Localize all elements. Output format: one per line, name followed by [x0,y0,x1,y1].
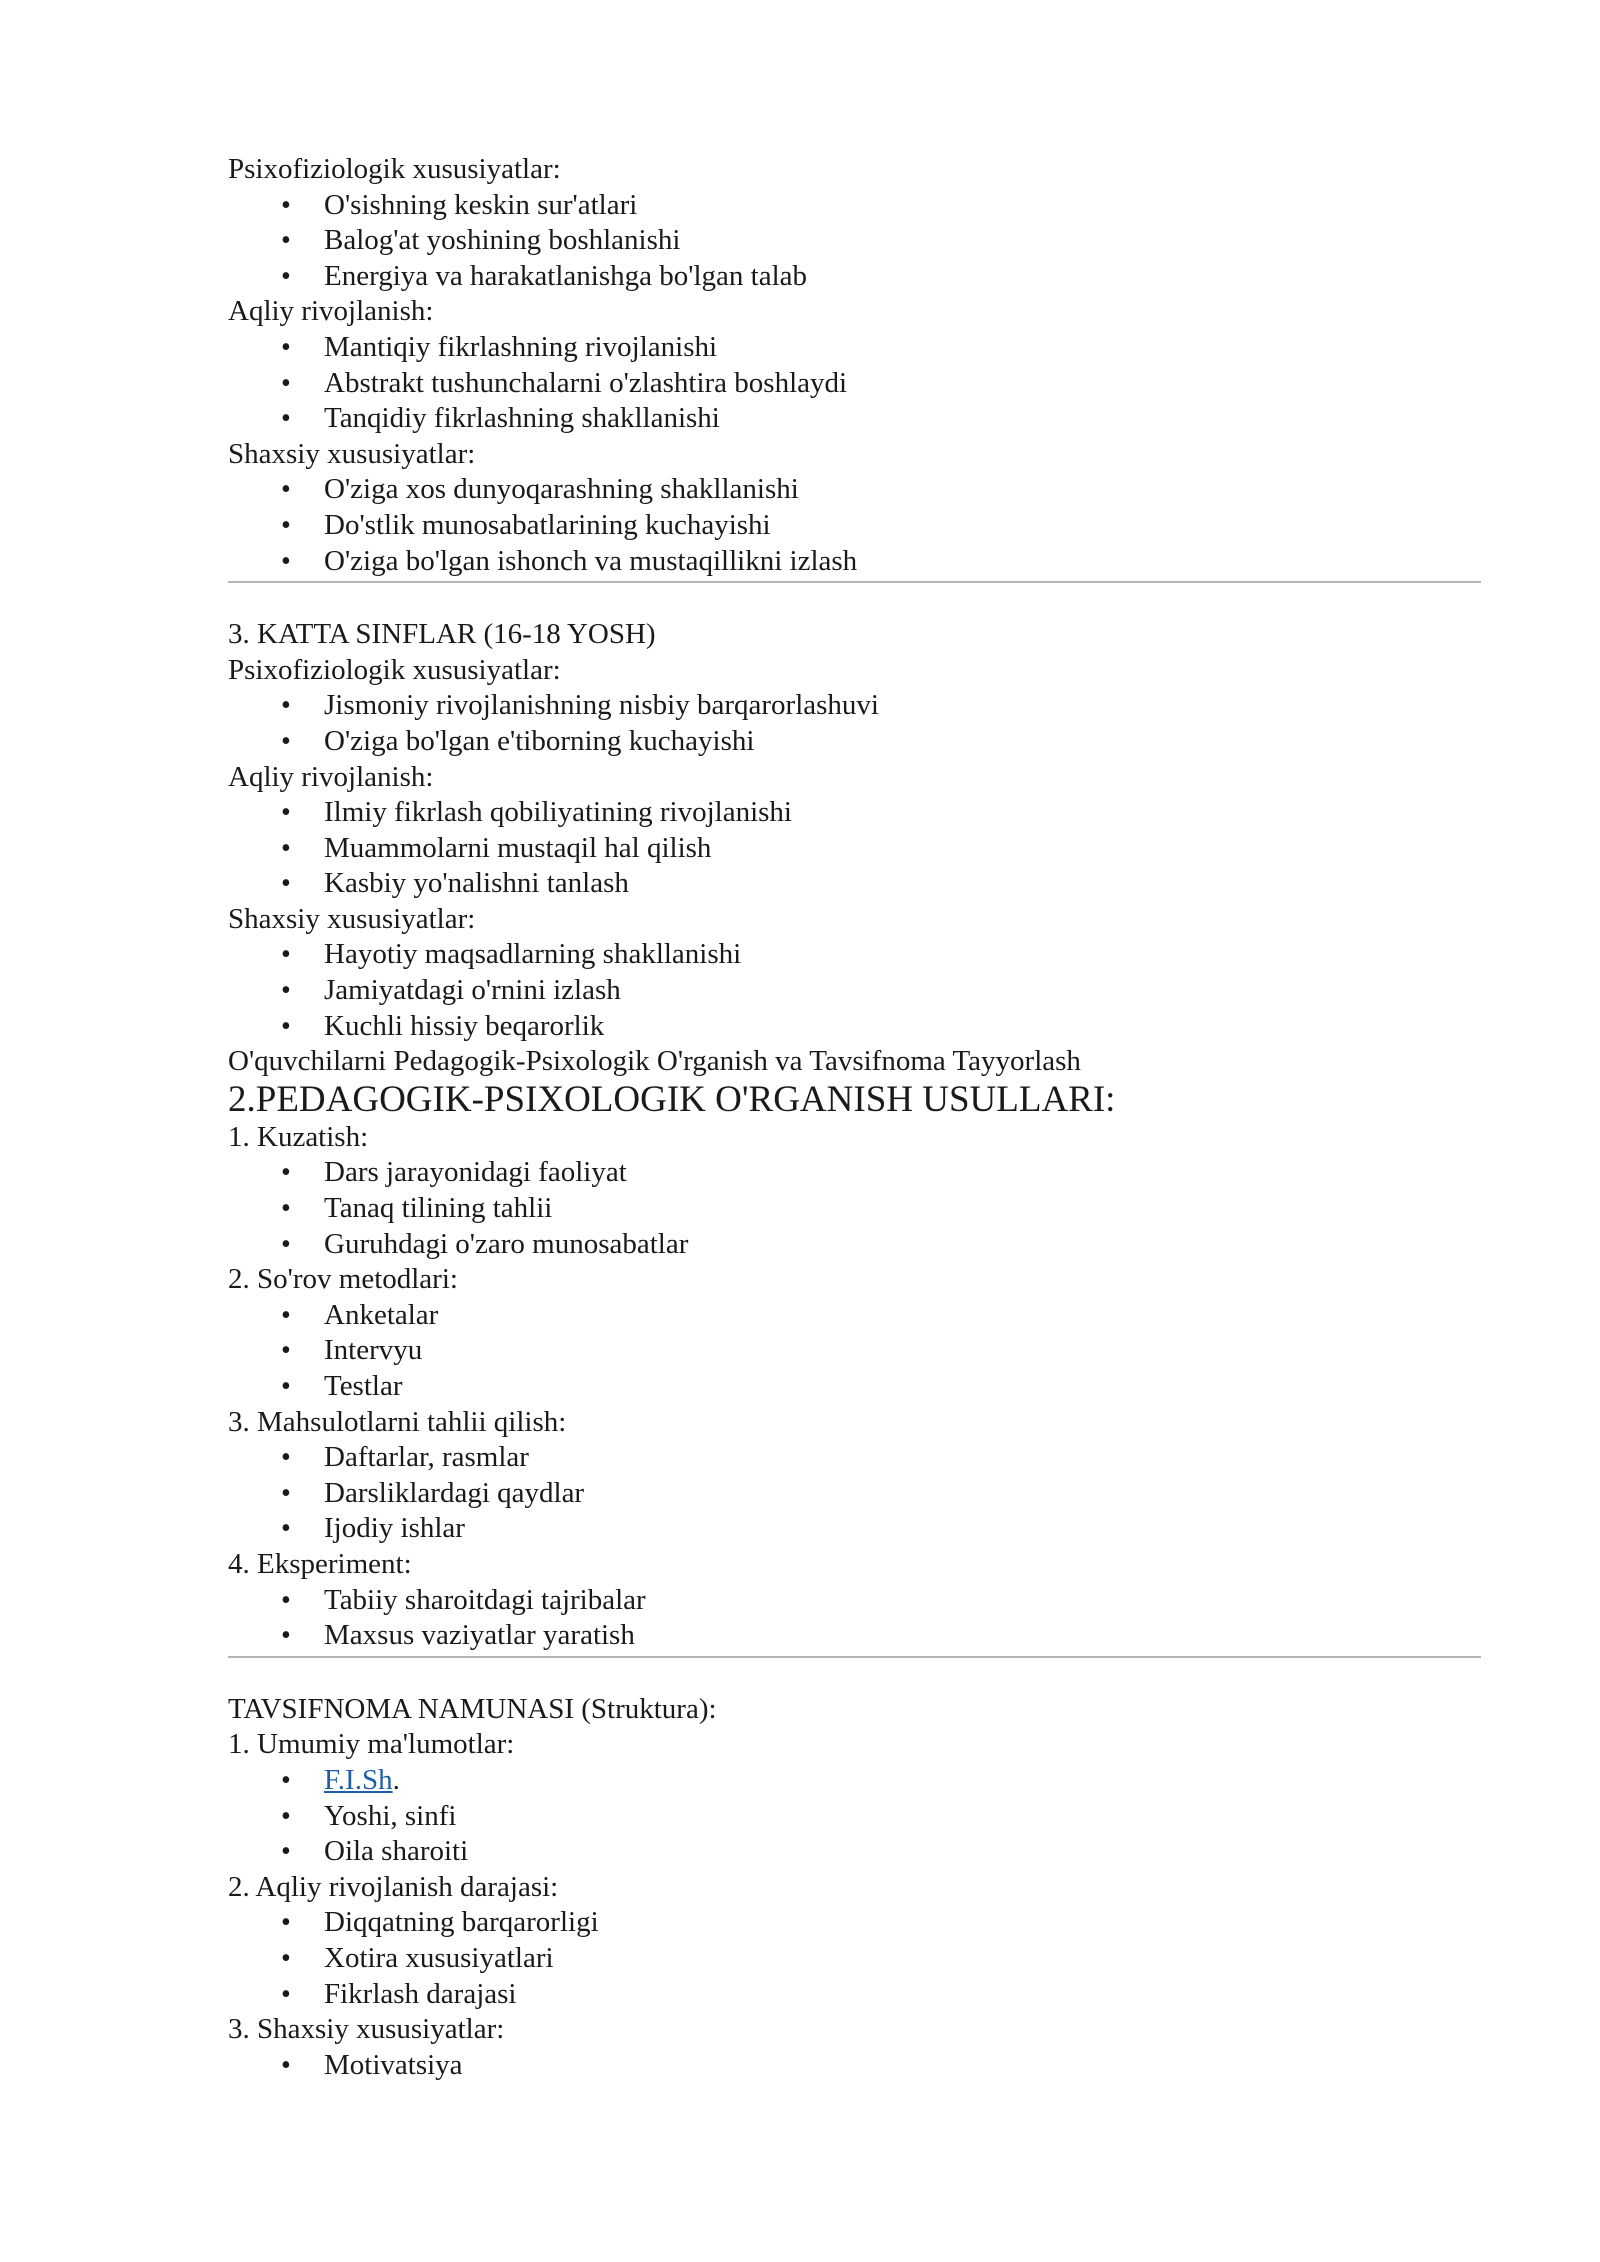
bullet-icon: • [281,690,291,722]
bullet-icon: • [281,725,291,757]
bullet-icon: • [281,1978,291,2010]
list-item: • Testlar [228,1369,1481,1405]
section-label-umumiy: 1. Umumiy ma'lumotlar: [228,1728,515,1761]
list-item: • O'ziga bo'lgan ishonch va mustaqillikni izlash [228,544,1481,580]
spacer [228,1658,1481,1692]
list-item: • Kasbiy yo'nalishni tanlash [228,866,1481,902]
bullet-icon: • [281,1193,291,1225]
bullet-list [228,1905,1481,2012]
list-item: • Anketalar [228,1298,1481,1334]
section-label-aqliy: Aqliy rivojlanish: [228,760,434,793]
list-item: • Muammolarni mustaqil hal qilish [228,831,1481,867]
list-item: • Oila sharoiti [228,1834,1481,1870]
bullet-list [228,688,1481,759]
list-item: • O'sishning keskin sur'atlari [228,188,1481,224]
bullet-icon: • [281,1584,291,1616]
section-label-sorov: 2. So'rov metodlari: [228,1263,458,1296]
section-heading-tavsifnoma: TAVSIFNOMA NAMUNASI (Struktura): [228,1692,717,1725]
section-label-psixofiziologik: Psixofiziologik xususiyatlar: [228,653,561,686]
list-item: • Mantiqiy fikrlashning rivojlanishi [228,330,1481,366]
document-content [228,152,1481,2083]
fish-link[interactable]: F.I.Sh [324,1763,393,1796]
list-item: • Balog'at yoshining boshlanishi [228,223,1481,259]
bullet-icon: • [281,189,291,221]
bullet-icon: • [281,975,291,1007]
bullet-list [228,1155,1481,1262]
list-item: • Jamiyatdagi o'rnini izlash [228,973,1481,1009]
list-item: • Do'stlik munosabatlarining kuchayishi [228,508,1481,544]
section-label-shaxsiy: Shaxsiy xususiyatlar: [228,902,476,935]
section-label-aqliy: 2. Aqliy rivojlanish darajasi: [228,1870,559,1903]
bullet-icon: • [281,1335,291,1367]
bullet-icon: • [281,225,291,257]
section-label-kuzatish: 1. Kuzatish: [228,1120,369,1153]
list-item: • Ijodiy ishlar [228,1511,1481,1547]
list-item: • Jismoniy rivojlanishning nisbiy barqarorlashuvi [228,688,1481,724]
section-label-shaxsiy: 3. Shaxsiy xususiyatlar: [228,2013,505,2046]
bullet-icon: • [281,1800,291,1832]
list-item: • Tanaq tilining tahlii [228,1191,1481,1227]
list-item: • Yoshi, sinfi [228,1799,1481,1835]
bullet-icon: • [281,1836,291,1868]
bullet-icon: • [281,545,291,577]
bullet-icon: • [281,260,291,292]
bullet-list [228,1763,1481,1870]
section-heading-katta-sinflar: 3. KATTA SINFLAR (16-18 YOSH) [228,618,656,651]
spacer [228,583,1481,617]
list-item: • Xotira xususiyatlari [228,1941,1481,1977]
bullet-icon: • [281,1513,291,1545]
list-item: • Abstrakt tushunchalarni o'zlashtira boshlaydi [228,366,1481,402]
bullet-icon: • [281,1620,291,1652]
bullet-icon: • [281,1907,291,1939]
section-label-eksperiment: 4. Eksperiment: [228,1547,412,1580]
list-item: • Motivatsiya [228,2048,1481,2084]
section-heading-usullar: 2.PEDAGOGIK-PSIXOLOGIK O'RGANISH USULLARI: [228,1078,1116,1120]
list-item: • Darsliklardagi qaydlar [228,1476,1481,1512]
bullet-list [228,330,1481,437]
section-label-shaxsiy: Shaxsiy xususiyatlar: [228,437,476,470]
bullet-list [228,1583,1481,1654]
list-item: • Energiya va harakatlanishga bo'lgan talab [228,259,1481,295]
bullet-list [228,937,1481,1044]
list-item: • Fikrlash darajasi [228,1977,1481,2013]
bullet-list [228,1298,1481,1405]
bullet-icon: • [281,868,291,900]
list-item: • Ilmiy fikrlash qobiliyatining rivojlanishi [228,795,1481,831]
section-label-aqliy: Aqliy rivojlanish: [228,295,434,328]
bullet-icon: • [281,832,291,864]
bullet-icon: • [281,1157,291,1189]
bullet-icon: • [281,367,291,399]
list-item: • Guruhdagi o'zaro munosabatlar [228,1227,1481,1263]
list-item: • Intervyu [228,1333,1481,1369]
list-item: • Tanqidiy fikrlashning shakllanishi [228,401,1481,437]
bullet-icon: • [281,1477,291,1509]
list-item: • O'ziga bo'lgan e'tiborning kuchayishi [228,724,1481,760]
bullet-icon: • [281,403,291,435]
bullet-icon: • [281,2049,291,2081]
section-label-mahsulot: 3. Mahsulotlarni tahlii qilish: [228,1405,567,1438]
bullet-icon: • [281,1371,291,1402]
bullet-icon: • [281,1299,291,1331]
list-item: • Tabiiy sharoitdagi tajribalar [228,1583,1481,1619]
bullet-icon: • [281,797,291,829]
list-item: • Hayotiy maqsadlarning shakllanishi [228,937,1481,973]
bullet-icon: • [281,1442,291,1474]
list-item: • Dars jarayonidagi faoliyat [228,1155,1481,1191]
bullet-icon: • [281,1764,291,1796]
bullet-icon: • [281,1942,291,1974]
bullet-list [228,472,1481,579]
list-item: • O'ziga xos dunyoqarashning shakllanishi [228,472,1481,508]
list-item: • Diqqatning barqarorligi [228,1905,1481,1941]
bullet-list [228,795,1481,902]
bullet-list [228,188,1481,295]
bullet-list [228,2048,1481,2084]
bullet-icon: • [281,1228,291,1260]
list-item: • Kuchli hissiy beqarorlik [228,1009,1481,1045]
list-item: • Maxsus vaziyatlar yaratish [228,1618,1481,1654]
list-item: • F.I.Sh. [228,1763,1481,1799]
bullet-icon: • [281,474,291,506]
section-label-psixofiziologik: Psixofiziologik xususiyatlar: [228,153,561,185]
bullet-list [228,1440,1481,1547]
bullet-icon: • [281,939,291,971]
document-subtitle: O'quvchilarni Pedagogik-Psixologik O'rganish va Tavsifnoma Tayyorlash [228,1045,1081,1078]
bullet-icon: • [281,1010,291,1042]
bullet-icon: • [281,331,291,363]
bullet-icon: • [281,509,291,541]
list-item: • Daftarlar, rasmlar [228,1440,1481,1476]
